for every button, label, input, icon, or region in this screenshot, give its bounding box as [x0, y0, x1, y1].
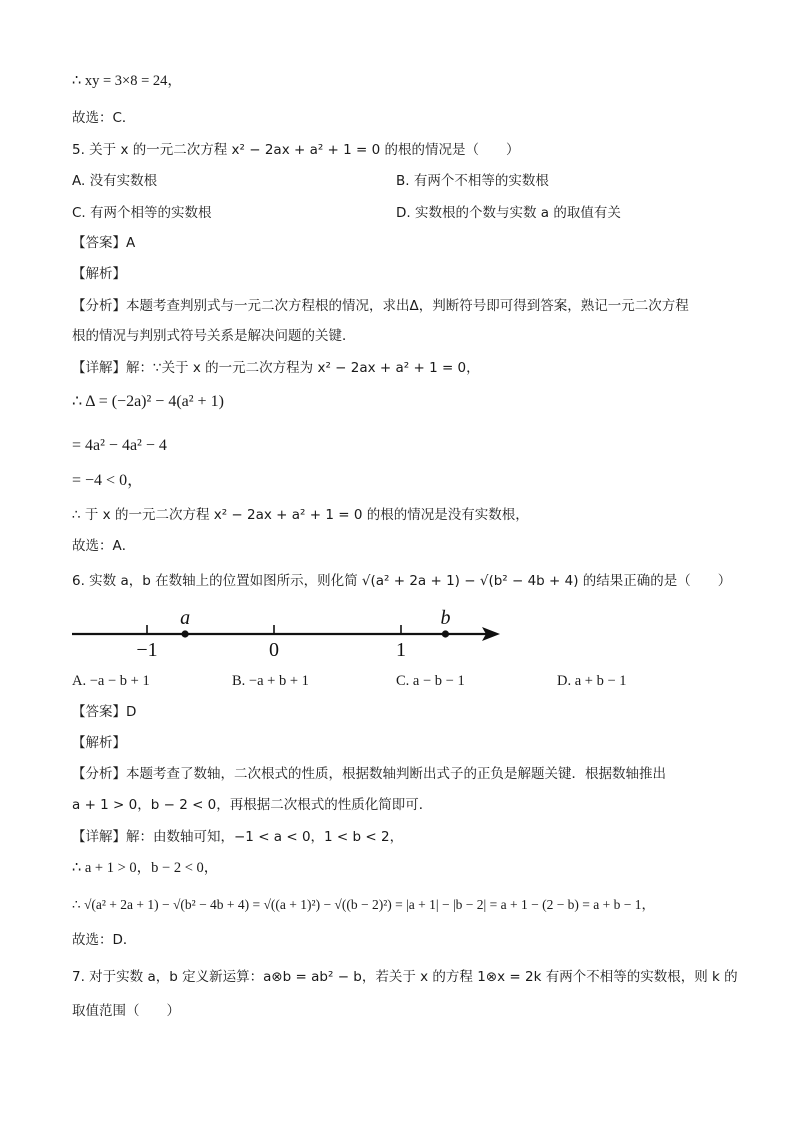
math-line: = −4 < 0， [72, 472, 144, 489]
math-line: ∴ √(a² + 2a + 1) − √(b² − 4b + 4) = √((a + 1)²) − √((b − 2)²) = |a + 1| − |b − 2| = a + 1 − (2 − b) = a + b − 1， [72, 897, 656, 912]
math-line: = 4a² − 4a² − 4 [72, 437, 167, 454]
analysis-text: 根的情况与判别式符号关系是解决问题的关键． [72, 328, 356, 344]
tick-label: 0 [269, 639, 279, 660]
analysis-text: 【分析】本题考查了数轴，二次根式的性质，根据数轴判断出式子的正负是解题关键．根据数轴推出 [72, 766, 666, 782]
question-7-cont: 取值范围（ ） [72, 1003, 180, 1019]
text-line: ∴ xy = 3×8 = 24， [72, 73, 182, 89]
question-5: 5. 关于 x 的一元二次方程 x² − 2ax + a² + 1 = 0 的根的情况是（ ） [72, 142, 520, 158]
conclusion-text: ∴ 于 x 的一元二次方程 x² − 2ax + a² + 1 = 0 的根的情况是没有实数根， [72, 507, 529, 523]
detail-text: 【详解】解：由数轴可知，−1 < a < 0，1 < b < 2， [72, 829, 404, 845]
math-line: ∴ Δ = (−2a)² − 4(a² + 1) [72, 393, 224, 410]
math-line: ∴ a + 1 > 0，b − 2 < 0， [72, 860, 219, 876]
question-6: 6. 实数 a，b 在数轴上的位置如图所示，则化简 √(a² + 2a + 1) − √(b² − 4b + 4) 的结果正确的是（ ） [72, 573, 732, 589]
question-7: 7. 对于实数 a，b 定义新运算：a⊗b = ab² − b，若关于 x 的方程 1⊗x = 2k 有两个不相等的实数根，则 k 的 [72, 969, 738, 985]
option-d: D. a + b − 1 [557, 673, 627, 689]
analysis-label: 【解析】 [72, 735, 126, 751]
option-c: C. 有两个相等的实数根 [72, 205, 212, 221]
tick-label: 1 [396, 639, 406, 660]
analysis-text: a + 1 > 0，b − 2 < 0，再根据二次根式的性质化简即可． [72, 797, 433, 813]
answer-label: 【答案】D [72, 704, 137, 720]
analysis-text: 【分析】本题考查判别式与一元二次方程根的情况，求出Δ，判断符号即可得到答案，熟记一元二次方程 [72, 298, 689, 314]
choice-text: 故选：D． [72, 932, 137, 948]
detail-text: 【详解】解：∵关于 x 的一元二次方程为 x² − 2ax + a² + 1 = 0， [72, 360, 480, 376]
point-b [442, 630, 449, 637]
point-label: a [180, 607, 191, 629]
option-a: A. 没有实数根 [72, 173, 158, 189]
text-line: 故选：C． [72, 110, 136, 126]
answer-label: 【答案】A [72, 235, 136, 251]
option-b: B. −a + b + 1 [232, 673, 309, 689]
point-label: b [440, 607, 451, 629]
choice-text: 故选：A． [72, 538, 136, 554]
tick-label: −1 [136, 639, 158, 660]
point-a [182, 630, 189, 637]
number-line-figure [70, 600, 510, 660]
option-a: A. −a − b + 1 [72, 673, 150, 689]
analysis-label: 【解析】 [72, 266, 126, 282]
option-b: B. 有两个不相等的实数根 [396, 173, 549, 189]
option-c: C. a − b − 1 [396, 673, 465, 689]
option-d: D. 实数根的个数与实数 a 的取值有关 [396, 205, 621, 221]
